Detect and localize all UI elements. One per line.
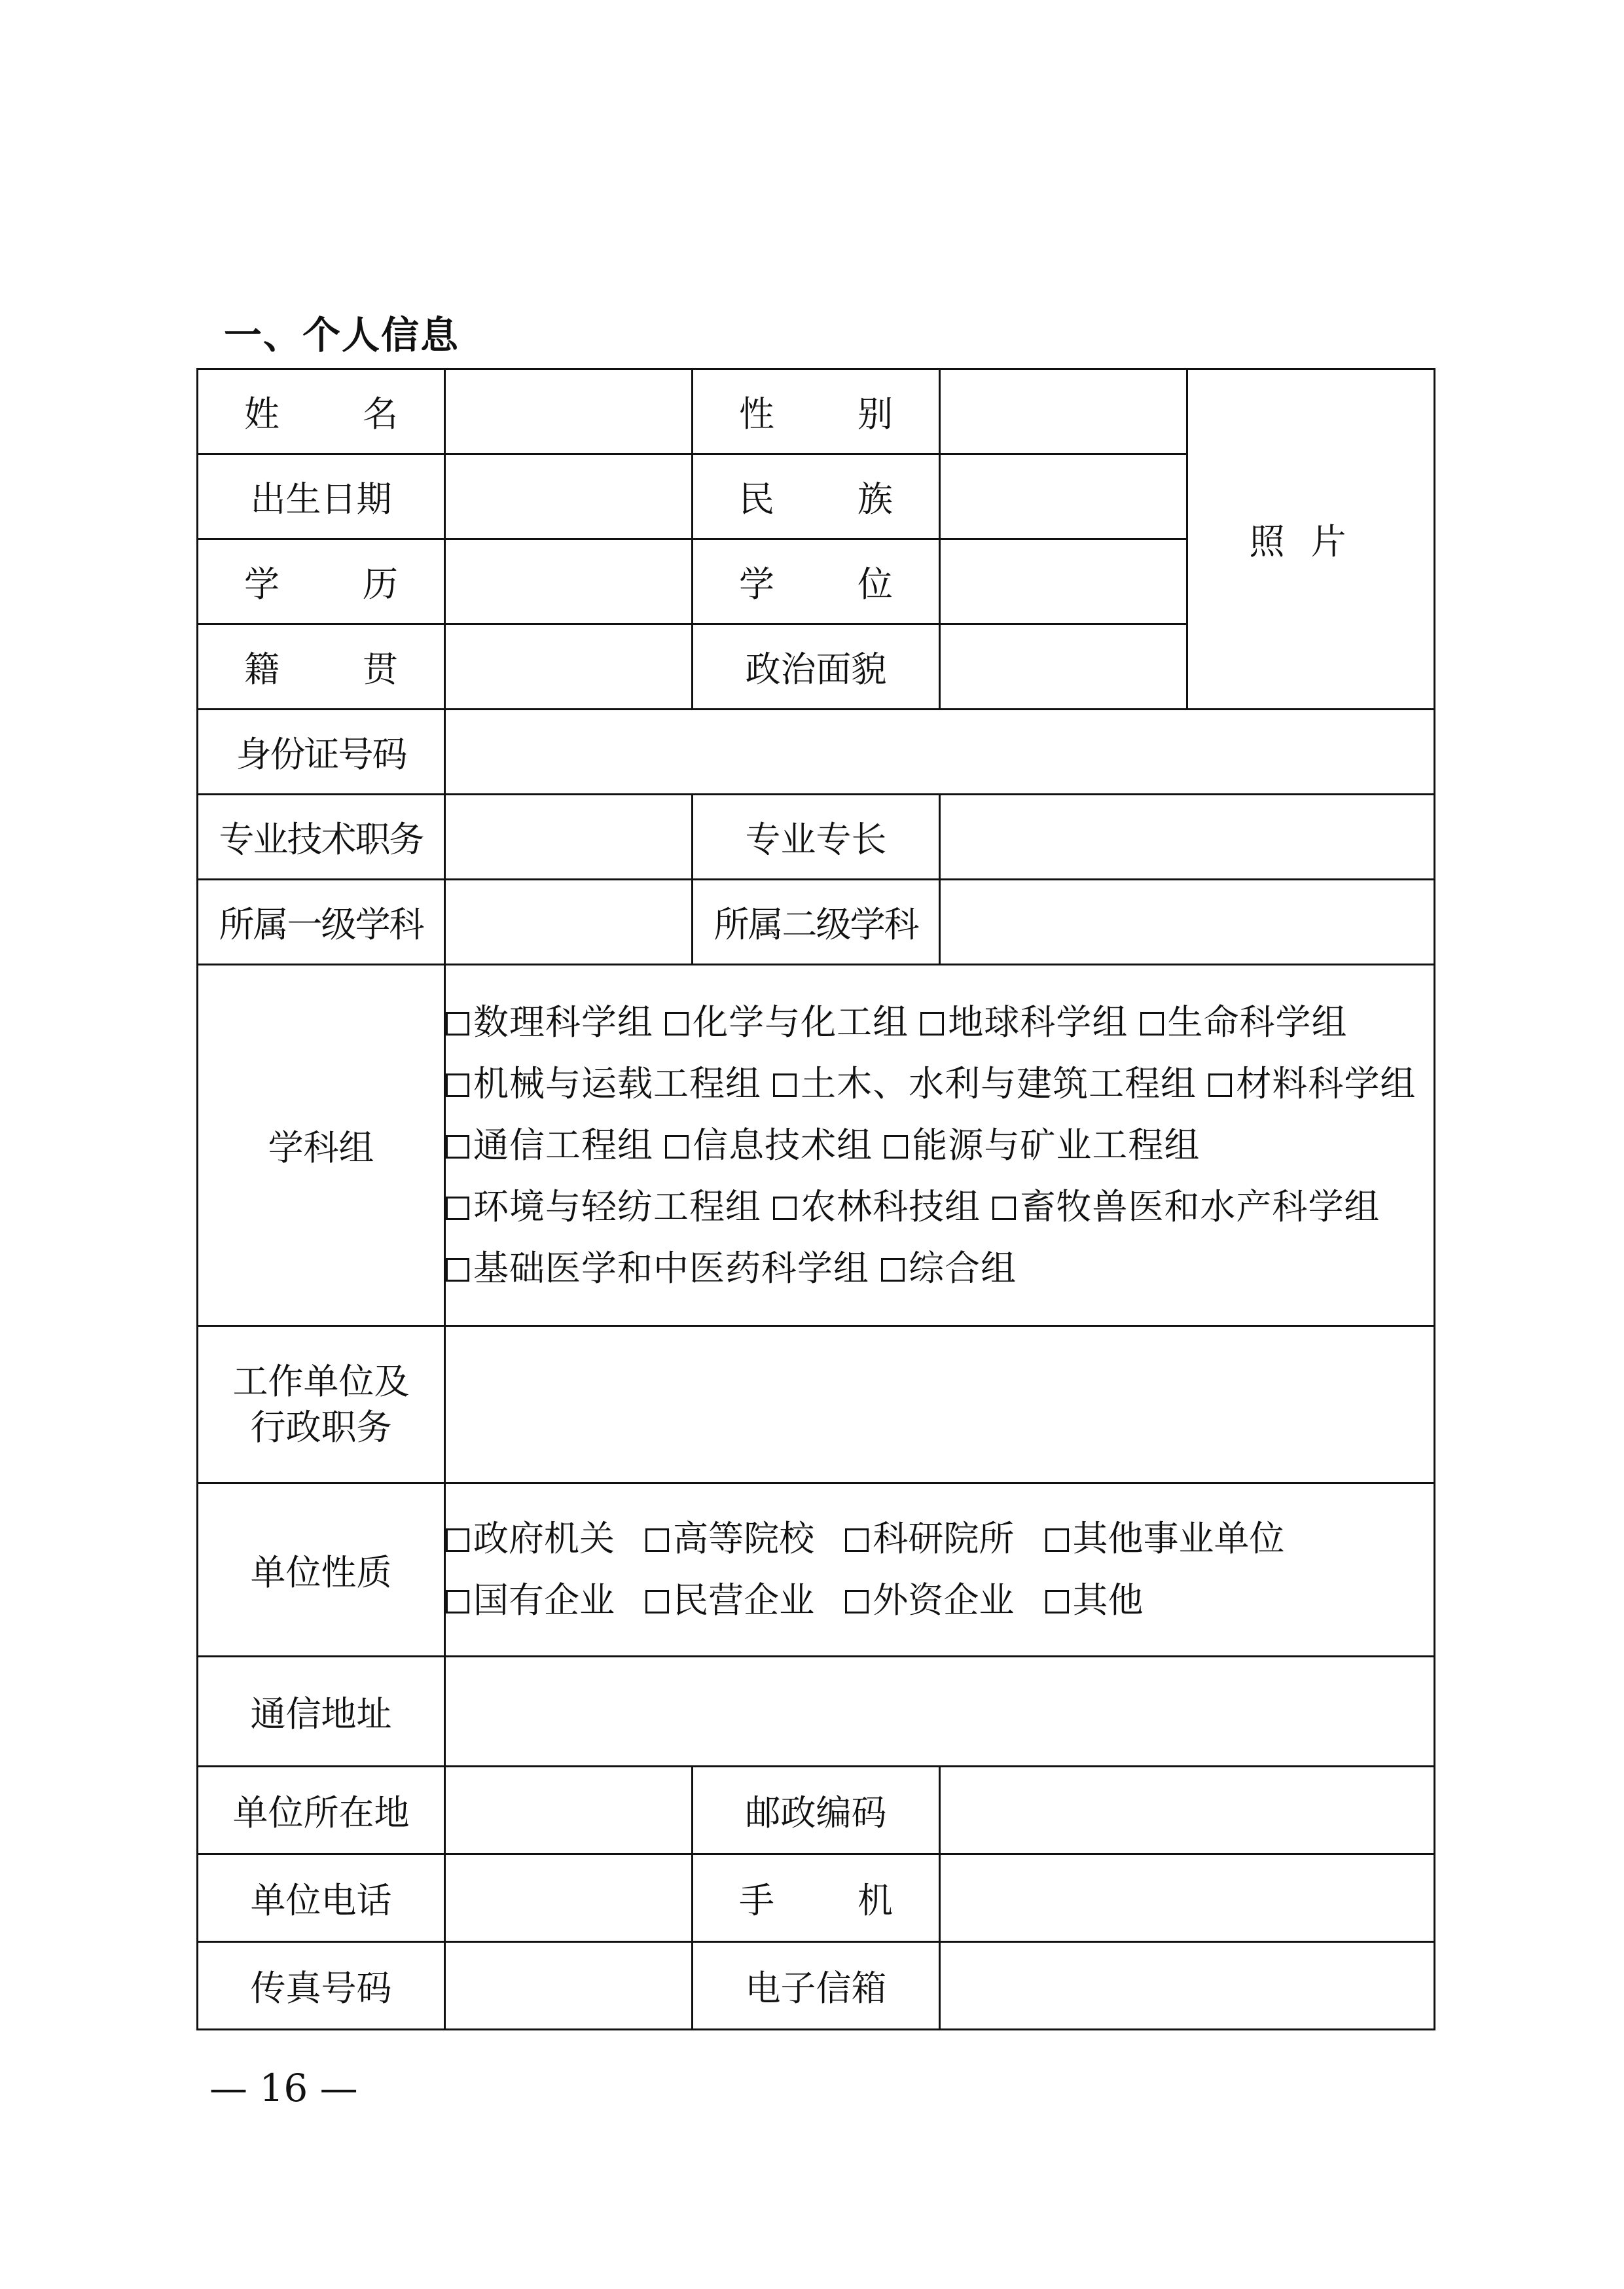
checkbox[interactable] bbox=[446, 1073, 469, 1097]
work-unit-label-line2: 行政职务 bbox=[250, 1406, 392, 1448]
unit-type-option[interactable]: 政府机关 bbox=[446, 1518, 615, 1559]
work-unit-field[interactable] bbox=[445, 1326, 1435, 1483]
unit-type-label: 单位性质 bbox=[198, 1483, 445, 1657]
gender-field[interactable] bbox=[940, 369, 1187, 454]
checkbox[interactable] bbox=[1045, 1590, 1069, 1613]
checkbox[interactable] bbox=[1208, 1073, 1232, 1097]
table-row bbox=[198, 1483, 1435, 1657]
discipline-option[interactable]: 数理科学组 bbox=[446, 1001, 653, 1043]
unit-phone-label: 单位电话 bbox=[198, 1854, 445, 1942]
photo-label: 照片 bbox=[1249, 521, 1373, 562]
unit-type-option[interactable]: 其他 bbox=[1045, 1579, 1144, 1621]
checkbox[interactable] bbox=[773, 1073, 797, 1097]
checkbox[interactable] bbox=[881, 1258, 905, 1282]
checkbox[interactable] bbox=[446, 1258, 469, 1282]
checkbox[interactable] bbox=[1140, 1012, 1164, 1036]
discipline-option[interactable]: 土木、水利与建筑工程组 bbox=[773, 1063, 1197, 1104]
table-row bbox=[198, 795, 1435, 880]
native-place-field[interactable] bbox=[445, 624, 693, 710]
discipline-option[interactable]: 基础医学和中医药科学组 bbox=[446, 1248, 869, 1289]
table-row bbox=[198, 369, 1435, 454]
checkbox[interactable] bbox=[446, 1135, 469, 1159]
unit-type-options bbox=[445, 1483, 1435, 1657]
table-row bbox=[198, 1767, 1435, 1854]
discipline-option[interactable]: 畜牧兽医和水产科学组 bbox=[992, 1186, 1380, 1227]
education-field[interactable] bbox=[445, 539, 693, 624]
discipline-group-options bbox=[445, 965, 1435, 1326]
checkbox[interactable] bbox=[845, 1528, 869, 1552]
discipline-option[interactable]: 能源与矿业工程组 bbox=[884, 1125, 1200, 1166]
discipline-option[interactable]: 生命科学组 bbox=[1140, 1001, 1348, 1043]
specialty-label: 专业专长 bbox=[693, 795, 940, 880]
ethnicity-label: 民族 bbox=[693, 454, 940, 539]
checkbox[interactable] bbox=[645, 1528, 669, 1552]
checkbox[interactable] bbox=[773, 1197, 797, 1220]
discipline-option[interactable]: 农林科技组 bbox=[773, 1186, 981, 1227]
birth-date-field[interactable] bbox=[445, 454, 693, 539]
checkbox[interactable] bbox=[446, 1590, 469, 1613]
id-number-field[interactable] bbox=[445, 710, 1435, 795]
postal-code-label: 邮政编码 bbox=[693, 1767, 940, 1854]
checkbox[interactable] bbox=[665, 1135, 689, 1159]
gender-label: 性别 bbox=[693, 369, 940, 454]
checkbox[interactable] bbox=[446, 1528, 469, 1552]
personal-info-table bbox=[196, 368, 1435, 2030]
unit-type-option[interactable]: 高等院校 bbox=[645, 1518, 814, 1559]
section-title: 一、个人信息 bbox=[224, 313, 460, 357]
unit-type-option[interactable]: 外资企业 bbox=[845, 1579, 1014, 1621]
discipline-option[interactable]: 环境与轻纺工程组 bbox=[446, 1186, 761, 1227]
address-field[interactable] bbox=[445, 1657, 1435, 1767]
checkbox[interactable] bbox=[884, 1135, 908, 1159]
checkbox[interactable] bbox=[1045, 1528, 1069, 1552]
secondary-discipline-field[interactable] bbox=[940, 880, 1435, 965]
mobile-label: 手机 bbox=[693, 1854, 940, 1942]
political-status-field[interactable] bbox=[940, 624, 1187, 710]
table-row bbox=[198, 880, 1435, 965]
checkbox[interactable] bbox=[992, 1197, 1016, 1220]
table-row bbox=[198, 1657, 1435, 1767]
name-field[interactable] bbox=[445, 369, 693, 454]
table-row bbox=[198, 710, 1435, 795]
page-number: — 16 — bbox=[209, 2066, 358, 2110]
degree-field[interactable] bbox=[940, 539, 1187, 624]
discipline-option[interactable]: 化学与化工组 bbox=[665, 1001, 909, 1043]
native-place-label: 籍贯 bbox=[198, 624, 445, 710]
table-row bbox=[198, 1854, 1435, 1942]
degree-label: 学位 bbox=[693, 539, 940, 624]
discipline-group-label: 学科组 bbox=[198, 965, 445, 1326]
unit-type-option[interactable]: 其他事业单位 bbox=[1045, 1518, 1285, 1559]
id-number-label: 身份证号码 bbox=[198, 710, 445, 795]
fax-field[interactable] bbox=[445, 1942, 693, 2030]
discipline-option[interactable]: 综合组 bbox=[881, 1248, 1017, 1289]
unit-location-field[interactable] bbox=[445, 1767, 693, 1854]
checkbox[interactable] bbox=[446, 1012, 469, 1036]
discipline-option[interactable]: 地球科学组 bbox=[920, 1001, 1128, 1043]
email-label: 电子信箱 bbox=[693, 1942, 940, 2030]
checkbox[interactable] bbox=[665, 1012, 689, 1036]
table-row bbox=[198, 965, 1435, 1326]
unit-location-label: 单位所在地 bbox=[198, 1767, 445, 1854]
email-field[interactable] bbox=[940, 1942, 1435, 2030]
unit-type-option[interactable]: 国有企业 bbox=[446, 1579, 615, 1621]
discipline-option[interactable]: 材料科学组 bbox=[1208, 1063, 1416, 1104]
checkbox[interactable] bbox=[845, 1590, 869, 1613]
checkbox[interactable] bbox=[446, 1197, 469, 1220]
specialty-field[interactable] bbox=[940, 795, 1435, 880]
photo-box[interactable] bbox=[1187, 369, 1435, 710]
unit-type-option[interactable]: 民营企业 bbox=[645, 1579, 814, 1621]
name-label: 姓名 bbox=[198, 369, 445, 454]
birth-date-label: 出生日期 bbox=[198, 454, 445, 539]
discipline-option[interactable]: 通信工程组 bbox=[446, 1125, 653, 1166]
checkbox[interactable] bbox=[645, 1590, 669, 1613]
primary-discipline-field[interactable] bbox=[445, 880, 693, 965]
political-status-label: 政治面貌 bbox=[693, 624, 940, 710]
primary-discipline-label: 所属一级学科 bbox=[198, 880, 445, 965]
work-unit-label bbox=[198, 1326, 445, 1483]
postal-code-field[interactable] bbox=[940, 1767, 1435, 1854]
mobile-field[interactable] bbox=[940, 1854, 1435, 1942]
secondary-discipline-label: 所属二级学科 bbox=[693, 880, 940, 965]
unit-type-option[interactable]: 科研院所 bbox=[845, 1518, 1014, 1559]
fax-label: 传真号码 bbox=[198, 1942, 445, 2030]
work-unit-label-line1: 工作单位及 bbox=[232, 1360, 410, 1402]
education-label: 学历 bbox=[198, 539, 445, 624]
professional-title-label: 专业技术职务 bbox=[198, 795, 445, 880]
discipline-option[interactable]: 信息技术组 bbox=[665, 1125, 873, 1166]
table-row bbox=[198, 1326, 1435, 1483]
unit-phone-field[interactable] bbox=[445, 1854, 693, 1942]
address-label: 通信地址 bbox=[198, 1657, 445, 1767]
professional-title-field[interactable] bbox=[445, 795, 693, 880]
ethnicity-field[interactable] bbox=[940, 454, 1187, 539]
checkbox[interactable] bbox=[920, 1012, 944, 1036]
discipline-option[interactable]: 机械与运载工程组 bbox=[446, 1063, 761, 1104]
table-row bbox=[198, 1942, 1435, 2030]
